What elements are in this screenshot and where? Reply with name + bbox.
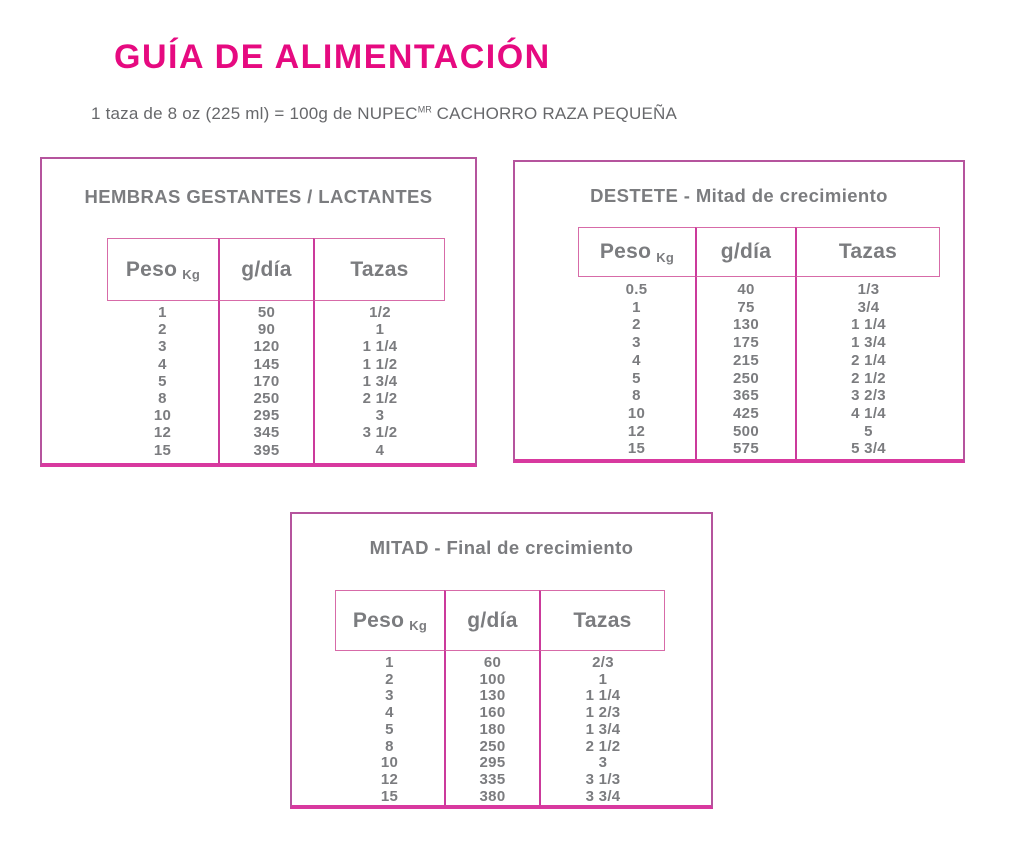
table-cell: 15 (627, 440, 646, 458)
table-cell: 345 (253, 424, 280, 442)
table-cell: 1 (632, 298, 641, 316)
peso-unit-subscript: Kg (656, 249, 675, 265)
serving-note-suffix: CACHORRO RAZA PEQUEÑA (431, 104, 678, 123)
table-cell: 395 (253, 441, 280, 459)
table-cell: 12 (627, 422, 646, 440)
table-cell: 4 (385, 704, 394, 722)
table-cell: 3 2/3 (851, 387, 886, 405)
peso-unit-subscript: Kg (409, 618, 428, 633)
table-cell: 1 1/4 (851, 316, 886, 334)
column-tazas-values (795, 277, 940, 459)
trademark-superscript: MR (417, 104, 432, 115)
peso-label: Peso (599, 240, 652, 263)
feeding-table (335, 590, 665, 805)
table-cell: 15 (153, 441, 172, 459)
table-cell: 1 1/4 (362, 338, 398, 356)
table-cell: 3 1/2 (362, 424, 398, 442)
table-cell: 1/3 (857, 281, 880, 298)
table-cell: 10 (153, 407, 172, 425)
table-cell: 1 3/4 (851, 334, 886, 352)
table-cell: 3 (598, 754, 608, 772)
table-cell: 2 1/2 (851, 369, 886, 387)
table-cell: 10 (627, 404, 646, 422)
table-cell: 50 (257, 304, 276, 321)
column-tazas-values (313, 301, 445, 463)
page-title: GUÍA DE ALIMENTACIÓN (114, 38, 551, 76)
peso-label: Peso (125, 257, 178, 281)
column-header-gdia: g/día (444, 590, 539, 651)
table-cell: 0.5 (625, 281, 648, 298)
serving-equivalence-note (91, 104, 677, 124)
table-cell: 1 (375, 321, 385, 339)
table-cell: 180 (479, 720, 506, 738)
table-title: DESTETE - Mitad de crecimiento (590, 185, 888, 206)
table-cell: 2 (158, 321, 167, 339)
column-peso-values (578, 277, 695, 459)
table-cell: 250 (253, 390, 280, 408)
table-cell: 2 1/2 (585, 737, 621, 755)
table-title: MITAD - Final de crecimiento (369, 537, 634, 558)
table-cell: 8 (158, 390, 167, 408)
table-cell: 2 (632, 316, 641, 334)
column-header-gdia: g/día (695, 227, 795, 277)
table-cell: 100 (479, 670, 506, 688)
column-header-peso (335, 590, 444, 651)
table-cell: 295 (479, 754, 506, 772)
table-cell: 15 (380, 787, 399, 805)
table-cell: 1 2/3 (585, 704, 621, 722)
table-cell: 4 (375, 441, 385, 459)
table-cell: 1 (385, 654, 394, 671)
table-title: HEMBRAS GESTANTES / LACTANTES (84, 186, 433, 207)
feeding-table-card-gestantes (40, 157, 477, 467)
table-cell: 2 1/2 (362, 390, 398, 408)
table-cell: 2 1/4 (851, 351, 886, 369)
column-tazas-values (539, 651, 665, 805)
table-cell: 5 (385, 720, 394, 738)
peso-unit-subscript: Kg (182, 267, 201, 282)
table-cell: 335 (479, 770, 506, 788)
column-peso-values (107, 301, 218, 463)
table-cell: 3 (632, 334, 641, 352)
table-cell: 120 (253, 338, 280, 356)
table-cell: 1 3/4 (362, 372, 398, 390)
table-cell: 3/4 (857, 298, 880, 316)
table-cell: 5 3/4 (851, 440, 886, 458)
table-cell: 295 (253, 407, 280, 425)
column-gdia-values (444, 651, 539, 805)
table-cell: 4 (158, 355, 167, 373)
table-cell: 175 (733, 334, 759, 352)
table-cell: 160 (479, 704, 506, 722)
table-cell: 3 1/3 (585, 770, 621, 788)
table-cell: 60 (483, 654, 502, 671)
table-cell: 4 1/4 (851, 404, 886, 422)
table-cell: 1 3/4 (585, 720, 621, 738)
column-header-tazas: Tazas (795, 227, 940, 277)
table-cell: 12 (153, 424, 172, 442)
table-cell: 365 (733, 387, 759, 405)
feeding-table (107, 238, 445, 463)
column-header-peso (578, 227, 695, 277)
column-gdia-values (218, 301, 313, 463)
table-cell: 500 (733, 422, 759, 440)
table-cell: 90 (257, 321, 276, 339)
feeding-table-card-mitad-final (290, 512, 713, 809)
table-cell: 1 (598, 670, 608, 688)
table-cell: 3 (385, 687, 394, 705)
table-cell: 5 (632, 369, 641, 387)
table-cell: 12 (380, 770, 399, 788)
table-cell: 5 (864, 422, 873, 440)
table-cell: 1 1/2 (362, 355, 398, 373)
table-cell: 380 (479, 787, 506, 805)
table-cell: 575 (733, 440, 759, 458)
column-header-gdia: g/día (218, 238, 313, 301)
table-cell: 1 1/4 (585, 687, 621, 705)
table-cell: 10 (380, 754, 399, 772)
table-cell: 8 (632, 387, 641, 405)
table-cell: 250 (479, 737, 506, 755)
column-peso-values (335, 651, 444, 805)
column-header-peso (107, 238, 218, 301)
table-cell: 130 (733, 316, 759, 334)
table-cell: 170 (253, 372, 280, 390)
table-cell: 3 3/4 (585, 787, 621, 805)
table-cell: 40 (737, 281, 755, 298)
table-cell: 8 (385, 737, 394, 755)
table-cell: 2/3 (592, 654, 614, 671)
table-cell: 145 (253, 355, 280, 373)
peso-label: Peso (352, 608, 405, 632)
table-cell: 1 (158, 304, 167, 321)
table-cell: 3 (158, 338, 167, 356)
column-header-tazas: Tazas (539, 590, 665, 651)
feeding-table (578, 227, 940, 459)
table-cell: 5 (158, 372, 167, 390)
table-cell: 215 (733, 351, 759, 369)
table-cell: 3 (375, 407, 385, 425)
table-cell: 4 (632, 351, 641, 369)
column-gdia-values (695, 277, 795, 459)
table-cell: 130 (479, 687, 506, 705)
table-cell: 1/2 (369, 304, 391, 321)
feeding-table-card-destete (513, 160, 965, 463)
table-cell: 425 (733, 404, 759, 422)
serving-note-prefix: 1 taza de 8 oz (225 ml) = 100g de NUPEC (91, 104, 418, 123)
table-cell: 2 (385, 670, 394, 688)
table-cell: 250 (733, 369, 759, 387)
table-cell: 75 (737, 298, 755, 316)
column-header-tazas: Tazas (313, 238, 445, 301)
